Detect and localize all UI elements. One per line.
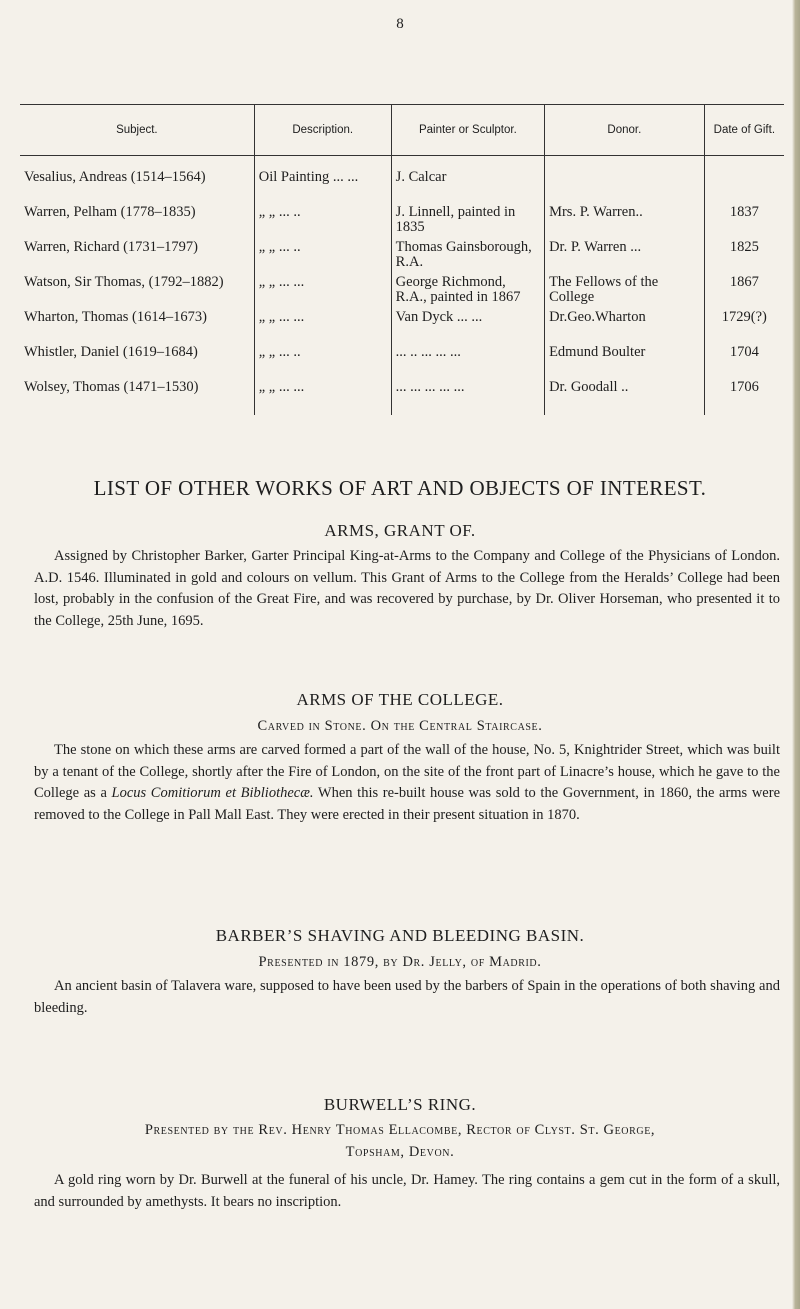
- arms-grant-body: Assigned by Christopher Barker, Garter Principal King-at-Arms to the Company and College of the Physicians of London. A.D. 1546. Illuminated in gold and colours on vellum. This Grant of Arms to the College from the Heralds’ College had been lost, probably in the confusion of the Great Fire, and was recovered by purchase, by Dr. Oliver Horseman, who presented it to the College, 25th June, 1695.: [34, 548, 780, 629]
- table-row: [20, 275, 784, 310]
- cell-subject: Wharton, Thomas (1614–1673): [24, 309, 207, 325]
- ring-body: A gold ring worn by Dr. Burwell at the funeral of his uncle, Dr. Hamey. The ring contains a gem cut in the form of a skull, and surrounded by amethysts. It bears no inscription.: [34, 1172, 780, 1210]
- arms-college-body-post: When this re-built house was sold to the Government, in 1860, the arms were removed to the College in Pall Mall East. They were erected in their present situation in 1870.: [34, 785, 781, 823]
- table-row: [20, 380, 784, 415]
- cell-description: „ „ ... ..: [254, 240, 391, 275]
- cell-description: „ „ ... ..: [254, 345, 391, 380]
- cell-date: 1825: [704, 240, 784, 275]
- cell-donor: [545, 156, 705, 206]
- cell-painter: J. Calcar: [391, 156, 544, 206]
- cell-painter: Thomas Gainsborough, R.A.: [391, 240, 544, 275]
- cell-subject: Whistler, Daniel (1619–1684): [24, 344, 198, 360]
- cell-subject: Vesalius, Andreas (1514–1564): [24, 169, 206, 185]
- main-title: LIST OF OTHER WORKS OF ART AND OBJECTS OF INTEREST.: [93, 476, 707, 500]
- basin-title: BARBER’S SHAVING AND BLEEDING BASIN.: [215, 926, 585, 945]
- header-date: Date of Gift.: [704, 105, 784, 156]
- header-description: Description.: [254, 105, 391, 156]
- arms-college-subtitle: Carved in Stone. On the Central Staircase.: [257, 718, 543, 734]
- header-donor: Donor.: [545, 105, 705, 156]
- basin-subtitle: Presented in 1879, by Dr. Jelly, of Madrid.: [258, 954, 542, 970]
- table-row: [20, 205, 784, 240]
- page-number: 8: [396, 16, 404, 32]
- ring-subtitle-line1: Presented by the Rev. Henry Thomas Ellacombe, Rector of Clyst. St. George,: [144, 1122, 656, 1138]
- table-row: [20, 240, 784, 275]
- table-header-row: [20, 105, 784, 156]
- cell-description: Oil Painting ... ...: [254, 156, 391, 206]
- cell-date: 1837: [704, 205, 784, 240]
- cell-painter: ... .. ... ... ...: [391, 345, 544, 380]
- arms-college-body-italic: Locus Comitiorum et Bibliothecæ.: [111, 785, 314, 801]
- cell-painter: Van Dyck ... ...: [391, 310, 544, 345]
- header-painter: Painter or Sculptor.: [391, 105, 544, 156]
- arms-college-body-pre: The stone on which these arms are carved formed a part of the wall of the house, No. 5, Knightrider Street, which was built by a tenant of the College, shortly after the Fire of London, on the site of the front part of Linacre’s house, which he gave to the College as a: [34, 742, 780, 801]
- header-subject: Subject.: [20, 105, 254, 156]
- cell-subject: Warren, Richard (1731–1797): [24, 239, 198, 255]
- cell-description: „ „ ... ...: [254, 380, 391, 415]
- cell-description: „ „ ... ...: [254, 310, 391, 345]
- cell-painter: J. Linnell, painted in 1835: [391, 205, 544, 240]
- table-row: [20, 310, 784, 345]
- arms-college-title: ARMS OF THE COLLEGE.: [296, 690, 504, 709]
- portrait-gifts-table: [20, 104, 784, 415]
- cell-subject: Warren, Pelham (1778–1835): [24, 204, 196, 220]
- ring-subtitle-line2: Topsham, Devon.: [345, 1144, 455, 1160]
- cell-donor: Dr. Goodall ..: [545, 380, 705, 415]
- cell-donor: Dr. P. Warren ...: [545, 240, 705, 275]
- cell-date: 1706: [704, 380, 784, 415]
- arms-grant-title: ARMS, GRANT OF.: [324, 521, 476, 540]
- ring-title: BURWELL’S RING.: [323, 1095, 477, 1114]
- cell-donor: The Fellows of the College: [545, 275, 705, 310]
- cell-subject: Watson, Sir Thomas, (1792–1882): [24, 274, 224, 290]
- cell-description: „ „ ... ...: [254, 275, 391, 310]
- arms-college-body: [34, 740, 780, 826]
- basin-body: An ancient basin of Talavera ware, supposed to have been used by the barbers of Spain in the operations of both shaving and bleeding.: [34, 978, 780, 1016]
- cell-date: [704, 156, 784, 206]
- table-row: [20, 345, 784, 380]
- cell-date: 1704: [704, 345, 784, 380]
- cell-date: 1867: [704, 275, 784, 310]
- cell-description: „ „ ... ..: [254, 205, 391, 240]
- cell-donor: Dr.Geo.Wharton: [545, 310, 705, 345]
- cell-date: 1729(?): [704, 310, 784, 345]
- cell-donor: Mrs. P. Warren..: [545, 205, 705, 240]
- cell-donor: Edmund Boulter: [545, 345, 705, 380]
- cell-painter: ... ... ... ... ...: [391, 380, 544, 415]
- cell-subject: Wolsey, Thomas (1471–1530): [24, 379, 199, 395]
- cell-painter: George Richmond, R.A., painted in 1867: [391, 275, 544, 310]
- table-row: [20, 156, 784, 206]
